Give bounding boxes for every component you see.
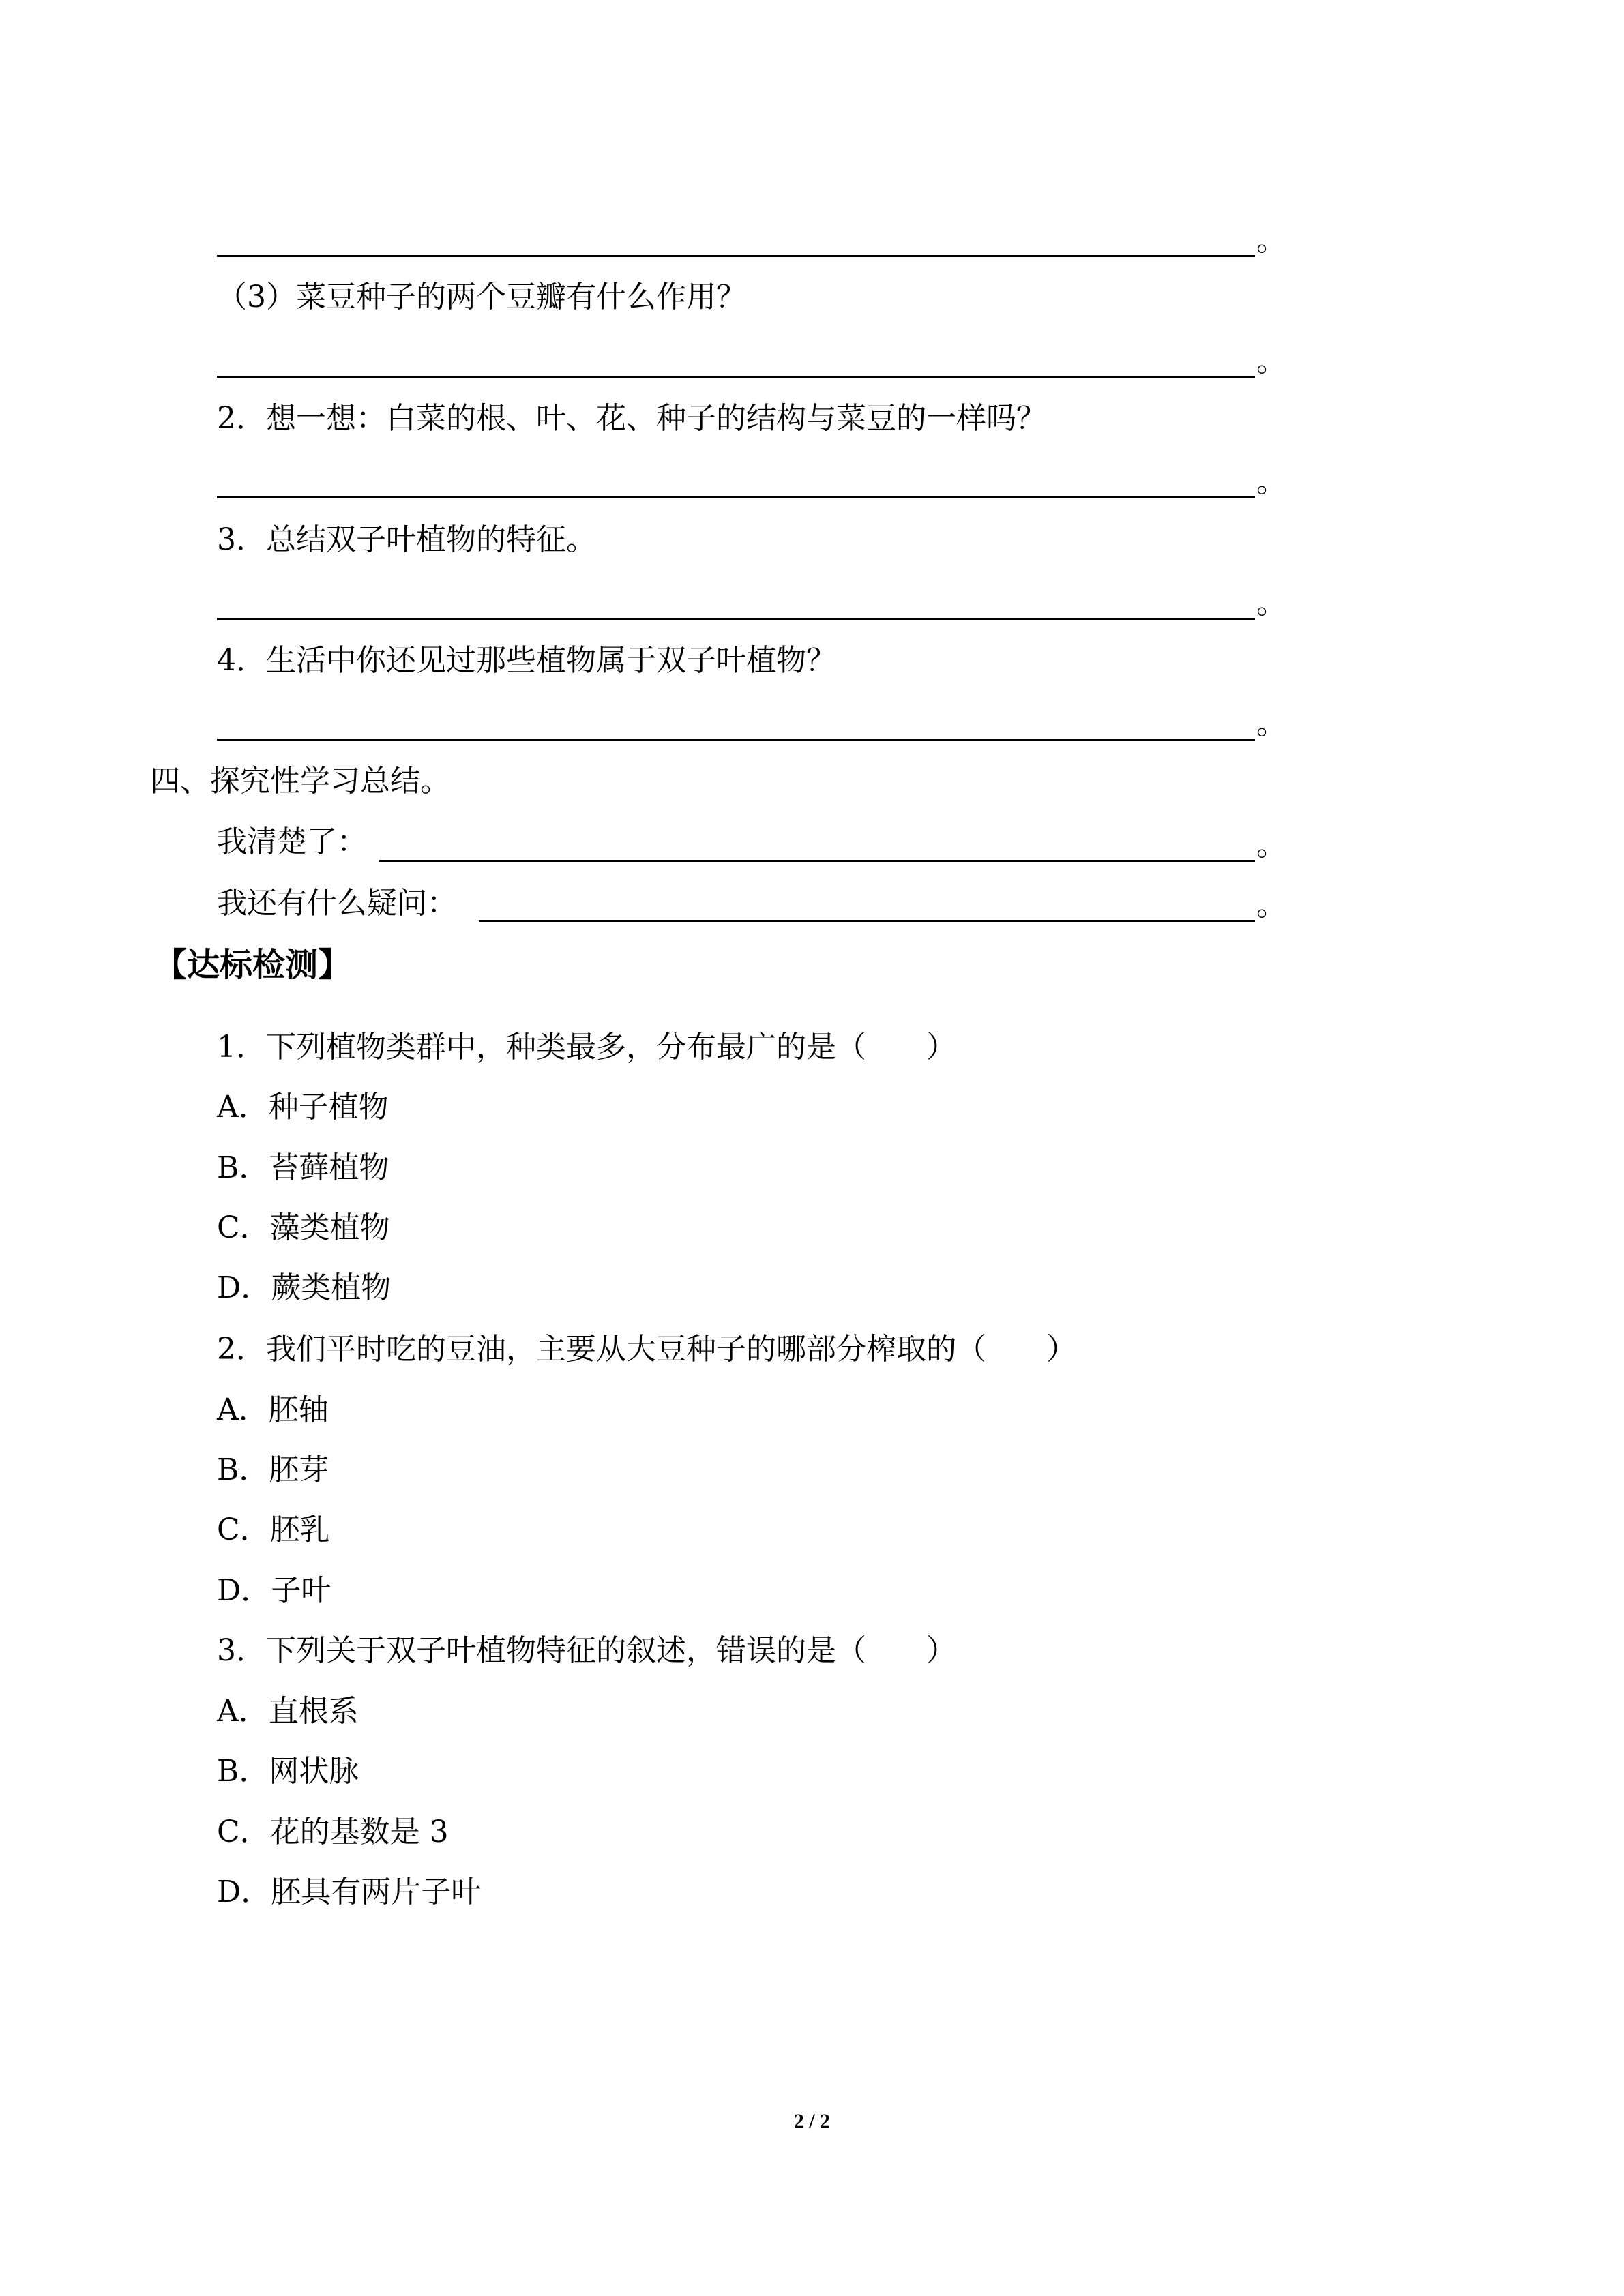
page-number: 2 / 2	[793, 2110, 831, 2132]
period: 。	[1256, 344, 1286, 378]
mc-option[interactable]: C．胚乳	[217, 1512, 330, 1547]
period: 。	[1256, 828, 1286, 863]
mc-option[interactable]: B．网状脉	[217, 1754, 359, 1789]
section-heading: 四、探究性学习总结。	[150, 764, 450, 799]
mc-option[interactable]: C．藻类植物	[217, 1210, 390, 1245]
question-text: 3．总结双子叶植物的特征。	[217, 522, 596, 557]
mc-option[interactable]: D．蕨类植物	[217, 1270, 392, 1305]
questions-answer-blank[interactable]	[479, 920, 1255, 922]
mc-option[interactable]: A．直根系	[217, 1694, 359, 1729]
assessment-heading: 【达标检测】	[154, 946, 351, 984]
learned-label: 我清楚了：	[217, 824, 367, 859]
question-text: 4．生活中你还见过那些植物属于双子叶植物？	[217, 643, 836, 678]
question-text: （3）菜豆种子的两个豆瓣有什么作用？	[217, 280, 746, 314]
mc-option[interactable]: D．胚具有两片子叶	[217, 1875, 482, 1909]
period: 。	[1256, 464, 1286, 499]
mc-option[interactable]: D．子叶	[217, 1573, 331, 1608]
learned-answer-blank[interactable]	[379, 860, 1255, 862]
mc-option[interactable]: B．胚芽	[217, 1452, 329, 1487]
answer-blank[interactable]	[217, 255, 1255, 257]
period: 。	[1256, 586, 1286, 621]
mc-option[interactable]: C．花的基数是 3	[217, 1815, 449, 1849]
answer-blank[interactable]	[217, 376, 1255, 378]
questions-label: 我还有什么疑问：	[217, 886, 457, 921]
mc-option[interactable]: B．苔藓植物	[217, 1150, 389, 1185]
answer-blank[interactable]	[217, 496, 1255, 498]
mc-question-stem: 2．我们平时吃的豆油，主要从大豆种子的哪部分榨取的（ ）	[217, 1332, 1076, 1367]
period: 。	[1256, 888, 1286, 923]
answer-blank[interactable]	[217, 618, 1255, 620]
mc-question-stem: 1．下列植物类群中，种类最多，分布最广的是（ ）	[217, 1030, 956, 1064]
mc-question-stem: 3．下列关于双子叶植物特征的叙述，错误的是（ ）	[217, 1633, 956, 1668]
question-text: 2．想一想：白菜的根、叶、花、种子的结构与菜豆的一样吗？	[217, 401, 1046, 436]
period: 。	[1256, 223, 1286, 258]
mc-option[interactable]: A．种子植物	[217, 1090, 389, 1124]
mc-option[interactable]: A．胚轴	[217, 1392, 329, 1427]
period: 。	[1256, 706, 1286, 741]
answer-blank[interactable]	[217, 739, 1255, 741]
